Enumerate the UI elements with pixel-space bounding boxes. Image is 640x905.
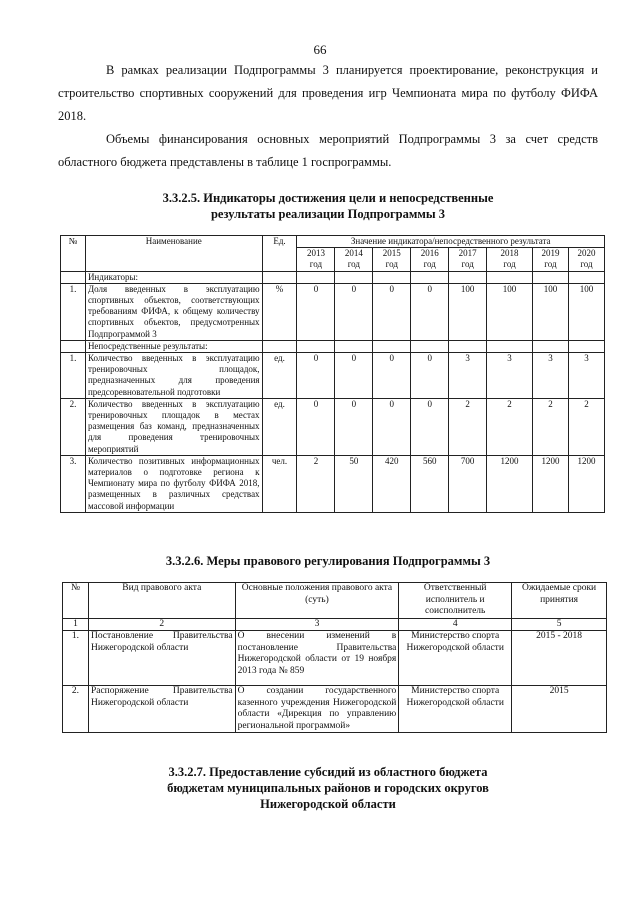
intro-paragraph-1: В рамках реализации Подпрограммы 3 планируется проектирование, реконструкция и строительство спортивных сооружений для проведения игр Чемпионата мира по футболу ФИФА 2018. xyxy=(58,63,598,123)
row-value: 100 xyxy=(532,283,568,340)
header-unit: Ед. xyxy=(262,236,297,272)
row-num: 1. xyxy=(61,283,86,340)
row-name: Количество позитивных информационных материалов о подготовке региона к Чемпионату мира по футболу ФИФА 2018, размещенных в различных средствах массовой информации xyxy=(85,455,262,512)
row-num: 2. xyxy=(61,398,86,455)
header-year: 2019 год xyxy=(532,248,568,271)
row-value: 2 xyxy=(297,455,335,512)
row-name: Доля введенных в эксплуатацию спортивных объектов, соответствующих требованиям ФИФА, к общему количеству спортивных объектов, предусмотренных Подпрограммой 3 xyxy=(85,283,262,340)
legal-measures-table xyxy=(62,582,607,733)
row-value: 100 xyxy=(449,283,487,340)
heading-line: результаты реализации Подпрограммы 3 xyxy=(210,207,446,221)
column-number: 2 xyxy=(88,618,235,631)
row-name: Количество введенных в эксплуатацию тренировочных площадок, предназначенных для проведения предсоревновательной подготовки xyxy=(85,353,262,399)
row-value: 560 xyxy=(411,455,449,512)
table-row xyxy=(61,353,605,399)
row-num: 3. xyxy=(61,455,86,512)
header-term: Ожидаемые сроки принятия xyxy=(512,583,607,619)
column-number: 5 xyxy=(512,618,607,631)
heading-line: 3.3.2.7. Предоставление субсидий из областного бюджета xyxy=(168,765,488,779)
row-name: Количество введенных в эксплуатацию тренировочных площадок в местах размещения баз команд, предназначенных для проведения тренировочных мероприятий xyxy=(85,398,262,455)
row-value: 3 xyxy=(568,353,604,399)
group-label: Индикаторы: xyxy=(85,271,262,283)
row-term: 2015 - 2018 xyxy=(512,631,607,686)
heading-line: Нижегородской области xyxy=(260,797,396,811)
row-unit: ед. xyxy=(262,398,297,455)
row-value: 0 xyxy=(411,353,449,399)
row-value: 0 xyxy=(373,283,411,340)
row-value: 0 xyxy=(411,398,449,455)
row-value: 1200 xyxy=(487,455,533,512)
section-heading-legal: 3.3.2.6. Меры правового регулирования Подпрограммы 3 xyxy=(165,554,491,568)
row-value: 0 xyxy=(411,283,449,340)
row-value: 700 xyxy=(449,455,487,512)
group-row xyxy=(61,340,605,352)
header-act-type: Вид правового акта xyxy=(88,583,235,619)
row-num: 2. xyxy=(63,686,89,733)
header-num: № xyxy=(63,583,89,619)
row-value: 0 xyxy=(335,353,373,399)
row-value: 3 xyxy=(532,353,568,399)
row-value: 0 xyxy=(297,398,335,455)
row-unit: % xyxy=(262,283,297,340)
header-year: 2015 год xyxy=(373,248,411,271)
row-responsible: Министерство спорта Нижегородской области xyxy=(399,686,512,733)
row-value: 1200 xyxy=(532,455,568,512)
row-term: 2015 xyxy=(512,686,607,733)
header-content: Основные положения правового акта (суть) xyxy=(235,583,399,619)
section-heading-indicators xyxy=(58,190,598,222)
row-num: 1. xyxy=(61,353,86,399)
row-value: 0 xyxy=(335,283,373,340)
header-responsible: Ответственный исполнитель и соисполнитель xyxy=(399,583,512,619)
header-num: № xyxy=(61,236,86,272)
row-value: 0 xyxy=(373,353,411,399)
group-row xyxy=(61,271,605,283)
table-row xyxy=(63,686,607,733)
group-label: Непосредственные результаты: xyxy=(85,340,262,352)
row-value: 2 xyxy=(568,398,604,455)
row-value: 2 xyxy=(487,398,533,455)
section-heading-subsidies xyxy=(58,764,598,812)
header-year: 2016 год xyxy=(411,248,449,271)
row-num: 1. xyxy=(63,631,89,686)
header-year: 2013 год xyxy=(297,248,335,271)
header-year: 2017 год xyxy=(449,248,487,271)
row-value: 50 xyxy=(335,455,373,512)
row-value: 420 xyxy=(373,455,411,512)
header-year: 2014 год xyxy=(335,248,373,271)
page-number: 66 xyxy=(313,42,327,57)
heading-line: бюджетам муниципальных районов и городских округов xyxy=(167,781,489,795)
column-number: 4 xyxy=(399,618,512,631)
row-value: 100 xyxy=(568,283,604,340)
indicators-table xyxy=(60,235,605,513)
table-row xyxy=(61,455,605,512)
table-row xyxy=(63,631,607,686)
row-act-type: Распоряжение Правительства Нижегородской области xyxy=(88,686,235,733)
header-value: Значение индикатора/непосредственного результата xyxy=(297,236,605,248)
row-unit: чел. xyxy=(262,455,297,512)
header-year: 2020 год xyxy=(568,248,604,271)
row-value: 3 xyxy=(449,353,487,399)
row-value: 0 xyxy=(297,283,335,340)
row-unit: ед. xyxy=(262,353,297,399)
row-act-type: Постановление Правительства Нижегородской области xyxy=(88,631,235,686)
header-name: Наименование xyxy=(85,236,262,272)
column-number: 1 xyxy=(63,618,89,631)
row-value: 0 xyxy=(297,353,335,399)
intro-paragraph-2: Объемы финансирования основных мероприятий Подпрограммы 3 за счет средств областного бюджета представлены в таблице 1 госпрограммы. xyxy=(58,132,598,169)
row-responsible: Министерство спорта Нижегородской области xyxy=(399,631,512,686)
row-content: О внесении изменений в постановление Правительства Нижегородской области от 19 ноября 2013 года № 859 xyxy=(235,631,399,686)
row-content: О создании государственного казенного учреждения Нижегородской области «Дирекция по управлению региональной программой» xyxy=(235,686,399,733)
row-value: 2 xyxy=(532,398,568,455)
column-numbers-row xyxy=(63,618,607,631)
row-value: 2 xyxy=(449,398,487,455)
row-value: 1200 xyxy=(568,455,604,512)
row-value: 0 xyxy=(373,398,411,455)
table-row xyxy=(61,283,605,340)
column-number: 3 xyxy=(235,618,399,631)
row-value: 3 xyxy=(487,353,533,399)
row-value: 100 xyxy=(487,283,533,340)
heading-line: 3.3.2.5. Индикаторы достижения цели и непосредственные xyxy=(162,191,494,205)
row-value: 0 xyxy=(335,398,373,455)
table-row xyxy=(61,398,605,455)
header-year: 2018 год xyxy=(487,248,533,271)
